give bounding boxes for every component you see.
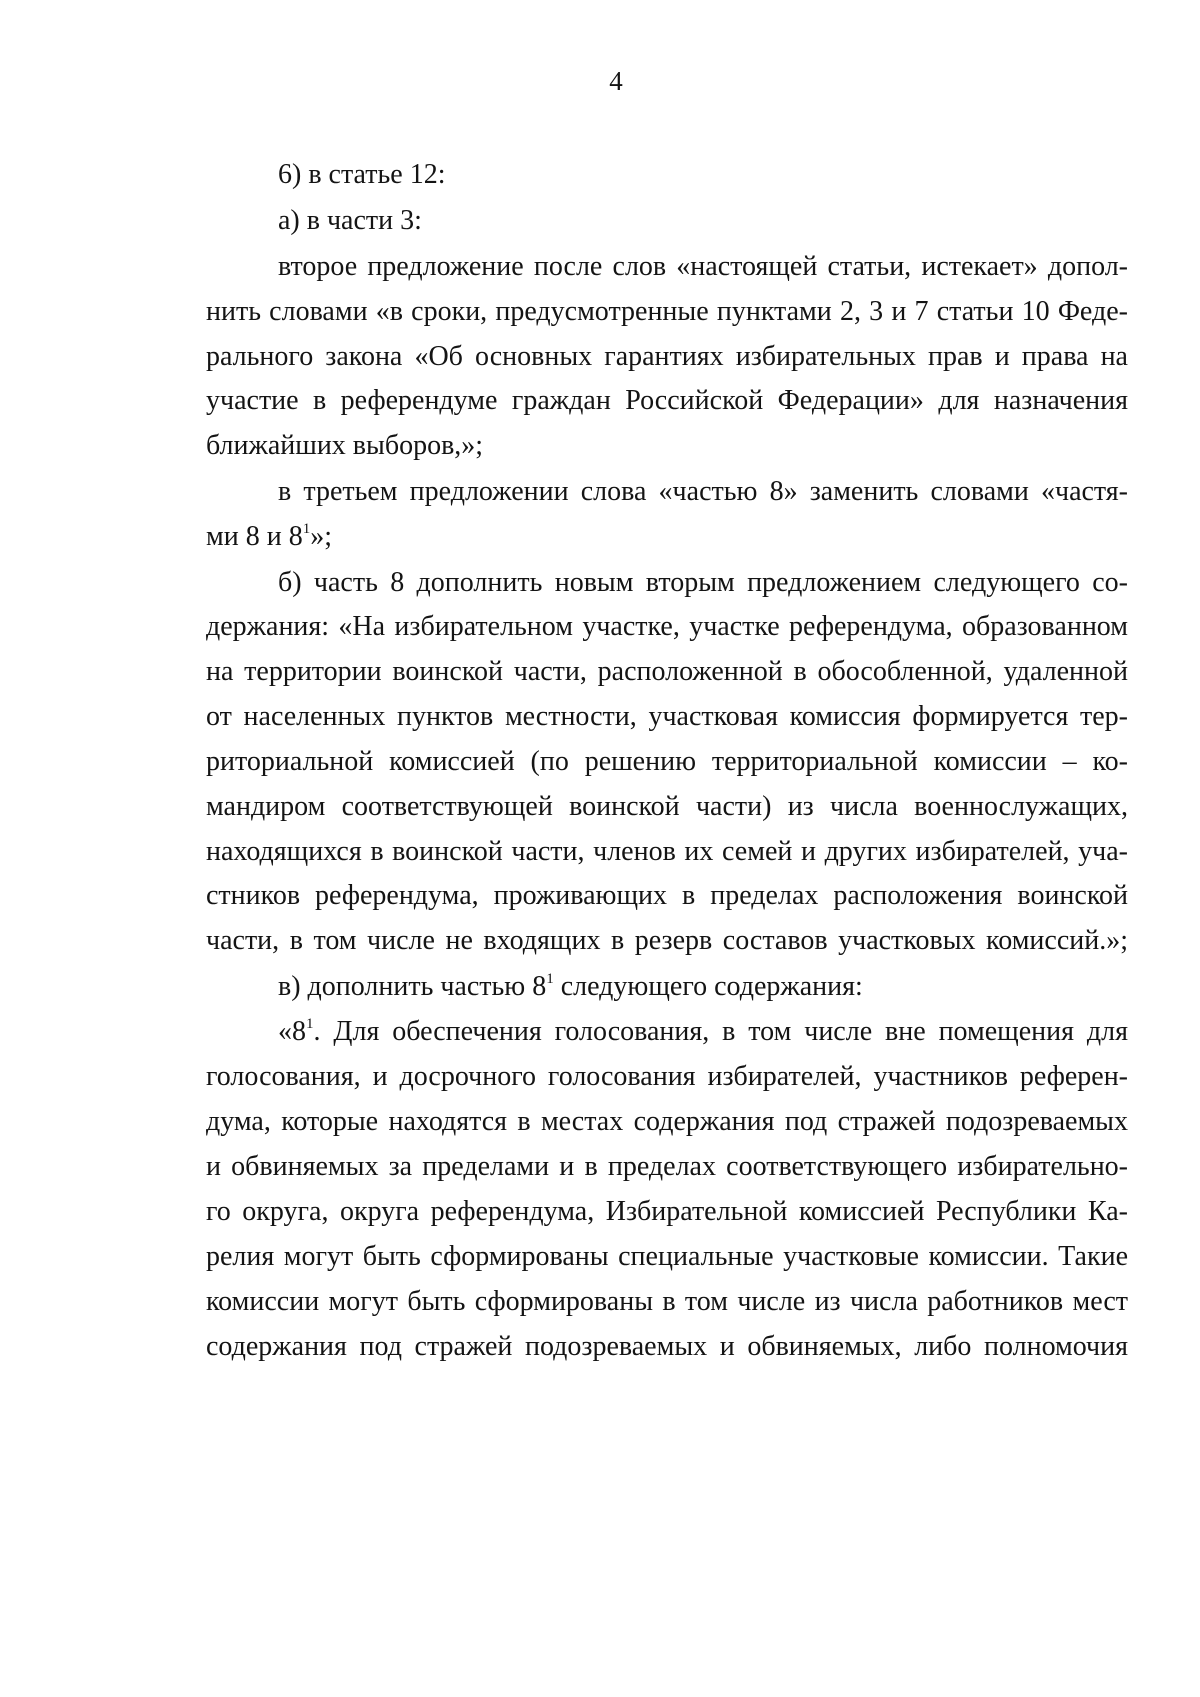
text-line: второе предложение после слов «настоящей статьи, истекает» допол- [278, 251, 1128, 282]
text-line: на территории воинской части, расположенной в обособленной, удаленной [206, 656, 1128, 687]
text-line: дума, которые находятся в местах содержания под стражей подозреваемых [206, 1106, 1128, 1137]
text-line: держания: «На избирательном участке, участке референдума, образованном [206, 611, 1128, 642]
line-text: ми 8 и 8 [206, 521, 303, 552]
text-line: релия могут быть сформированы специальные участковые комиссии. Такие [206, 1241, 1128, 1272]
line-text: 6) в статье 12: [278, 159, 446, 190]
text-line: го округа, округа референдума, Избирательной комиссией Республики Ка- [206, 1196, 1128, 1227]
text-line: содержания под стражей подозреваемых и обвиняемых, либо полномочия [206, 1331, 1128, 1362]
text-line: комиссии могут быть сформированы в том числе из числа работников мест [206, 1286, 1128, 1317]
superscript: 1 [546, 971, 554, 987]
text-line [278, 158, 1128, 192]
text-line: участие в референдуме граждан Российской Федерации» для назначения [206, 385, 1128, 416]
line-text [278, 1016, 1128, 1047]
text-line: голосования, и досрочного голосования избирателей, участников референ- [206, 1061, 1128, 1092]
text-line [278, 1015, 1128, 1049]
text-line: рального закона «Об основных гарантиях избирательных прав и права на [206, 341, 1128, 372]
text-line: нить словами «в сроки, предусмотренные пунктами 2, 3 и 7 статьи 10 Феде- [206, 296, 1128, 327]
line-text: »; [310, 521, 332, 552]
line-text: . Для обеспечения голосования, в том числе вне помещения для [313, 1016, 1128, 1047]
text-line [206, 520, 1128, 554]
text-line: стников референдума, проживающих в пределах расположения воинской [206, 880, 1128, 911]
line-text: следующего содержания: [553, 971, 863, 1002]
text-line: б) часть 8 дополнить новым вторым предложением следующего со- [278, 567, 1128, 598]
text-line: от населенных пунктов местности, участковая комиссия формируется тер- [206, 701, 1128, 732]
line-text: «8 [278, 1016, 306, 1047]
text-line: в третьем предложении слова «частью 8» заменить словами «частя- [278, 476, 1128, 507]
text-line: находящихся в воинской части, членов их семей и других избирателей, уча- [206, 836, 1128, 867]
page-number: 4 [609, 66, 623, 96]
text-line: риториальной комиссией (по решению территориальной комиссии – ко- [206, 746, 1128, 777]
superscript: 1 [306, 1016, 314, 1032]
text-line: и обвиняемых за пределами и в пределах соответствующего избирательно- [206, 1151, 1128, 1182]
text-line: ближайших выборов,»; [206, 430, 484, 461]
line-text: а) в части 3: [278, 205, 422, 236]
text-line [278, 204, 1128, 238]
text-line: части, в том числе не входящих в резерв составов участковых комиссий.»; [206, 925, 1128, 956]
text-line [278, 970, 1128, 1004]
text-line: мандиром соответствующей воинской части) из числа военнослужащих, [206, 791, 1128, 822]
superscript: 1 [302, 521, 311, 537]
line-text: в) дополнить частью 8 [278, 971, 547, 1002]
